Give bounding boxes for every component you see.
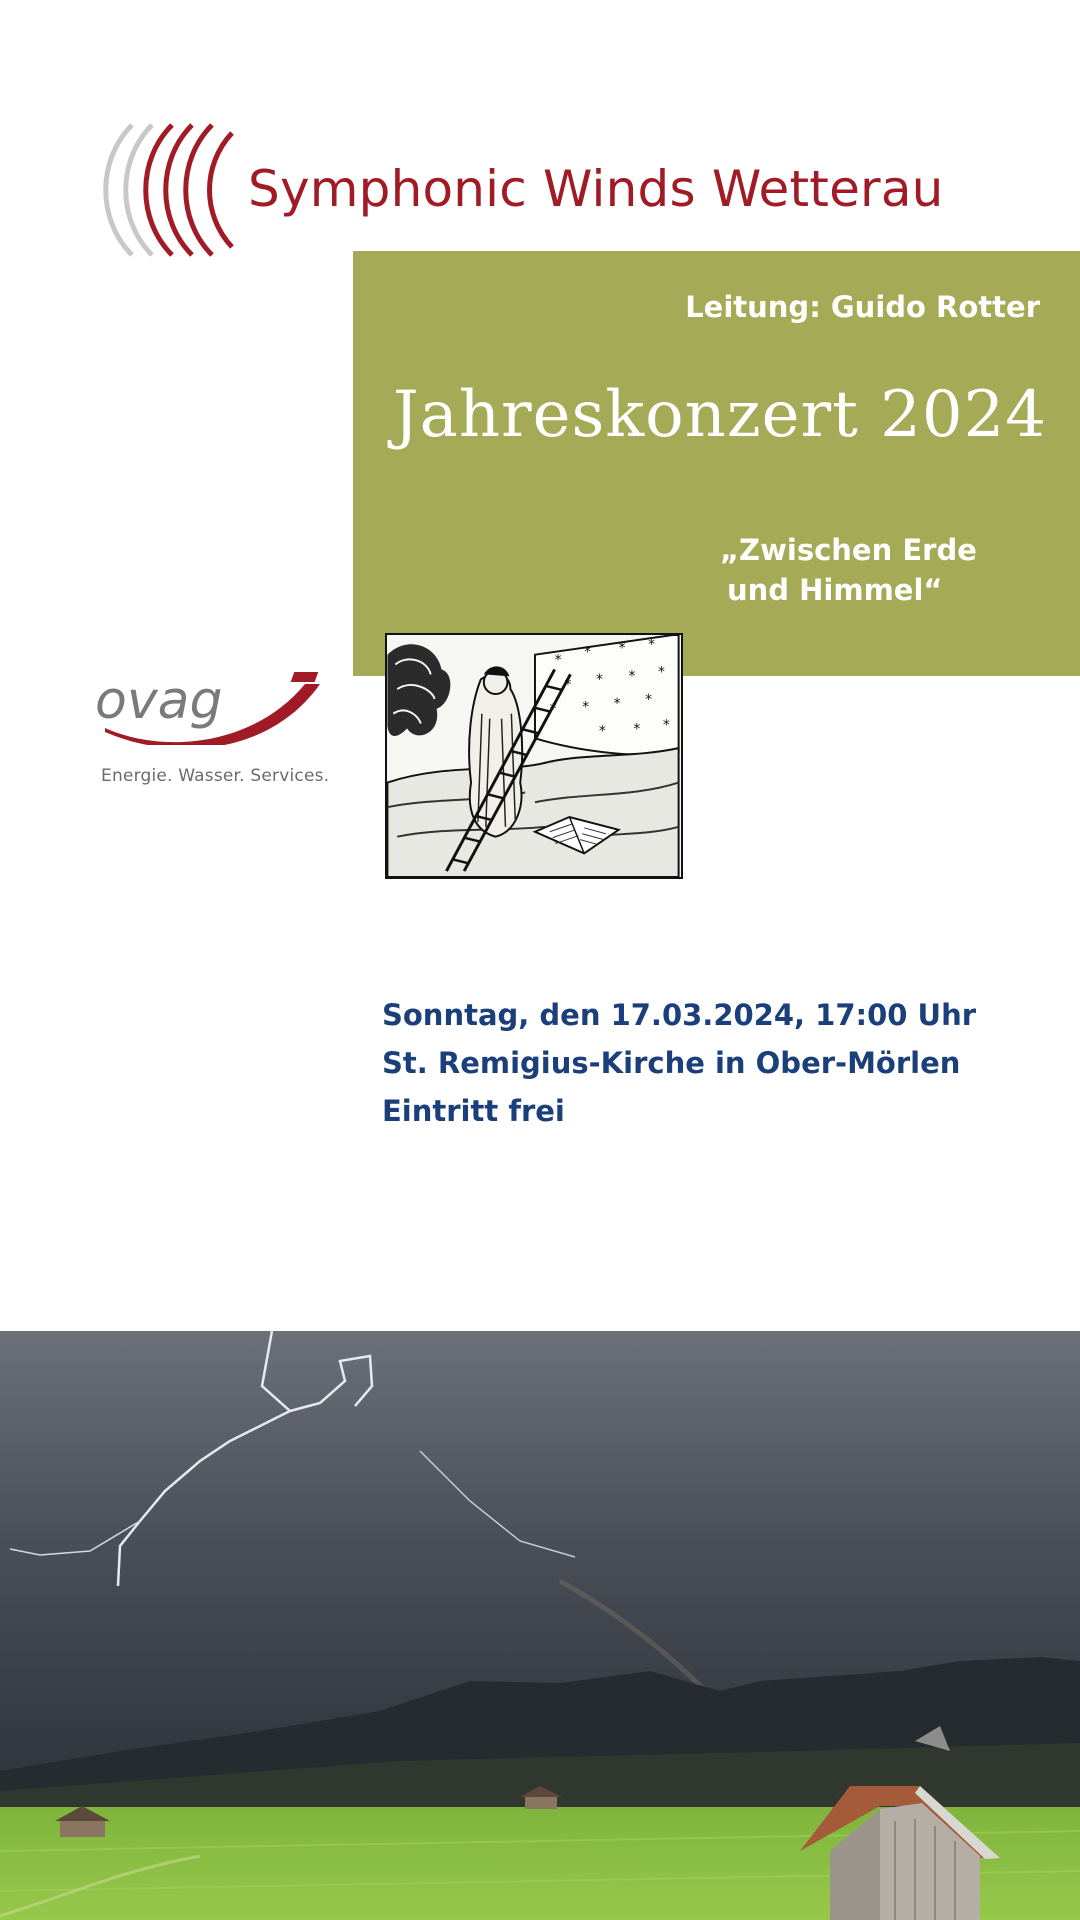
svg-text:*: * bbox=[648, 636, 656, 653]
svg-text:*: * bbox=[582, 699, 590, 716]
svg-text:*: * bbox=[595, 672, 603, 689]
svg-text:*: * bbox=[584, 644, 592, 661]
svg-text:*: * bbox=[564, 677, 572, 694]
organization-name: Symphonic Winds Wetterau bbox=[248, 160, 944, 218]
sponsor-tagline: Energie. Wasser. Services. bbox=[101, 766, 330, 786]
event-admission: Eintritt frei bbox=[382, 1094, 565, 1128]
svg-text:*: * bbox=[554, 652, 562, 669]
svg-text:*: * bbox=[645, 691, 653, 708]
event-venue: St. Remigius-Kirche in Ober-Mörlen bbox=[382, 1046, 961, 1080]
conductor-label: Leitung: Guido Rotter bbox=[685, 290, 1040, 324]
svg-text:*: * bbox=[633, 721, 641, 738]
svg-text:*: * bbox=[628, 668, 636, 685]
svg-text:*: * bbox=[598, 723, 606, 740]
subtitle-line-2: und Himmel“ bbox=[727, 573, 943, 607]
concert-subtitle bbox=[720, 530, 977, 610]
svg-text:*: * bbox=[662, 717, 670, 734]
woodcut-illustration bbox=[385, 633, 683, 879]
svg-text:*: * bbox=[618, 640, 626, 657]
subtitle-line-1: „Zwischen Erde bbox=[720, 533, 977, 567]
storm-landscape-photo bbox=[0, 1331, 1080, 1920]
sponsor-wordmark: ovag bbox=[95, 671, 223, 731]
event-date-time: Sonntag, den 17.03.2024, 17:00 Uhr bbox=[382, 998, 977, 1032]
orchestra-logo-icon bbox=[92, 115, 242, 265]
concert-title: Jahreskonzert 2024 bbox=[393, 378, 1047, 452]
sponsor-logo bbox=[95, 670, 325, 745]
svg-text:*: * bbox=[549, 701, 557, 718]
svg-text:*: * bbox=[613, 695, 621, 712]
svg-text:*: * bbox=[657, 664, 665, 681]
